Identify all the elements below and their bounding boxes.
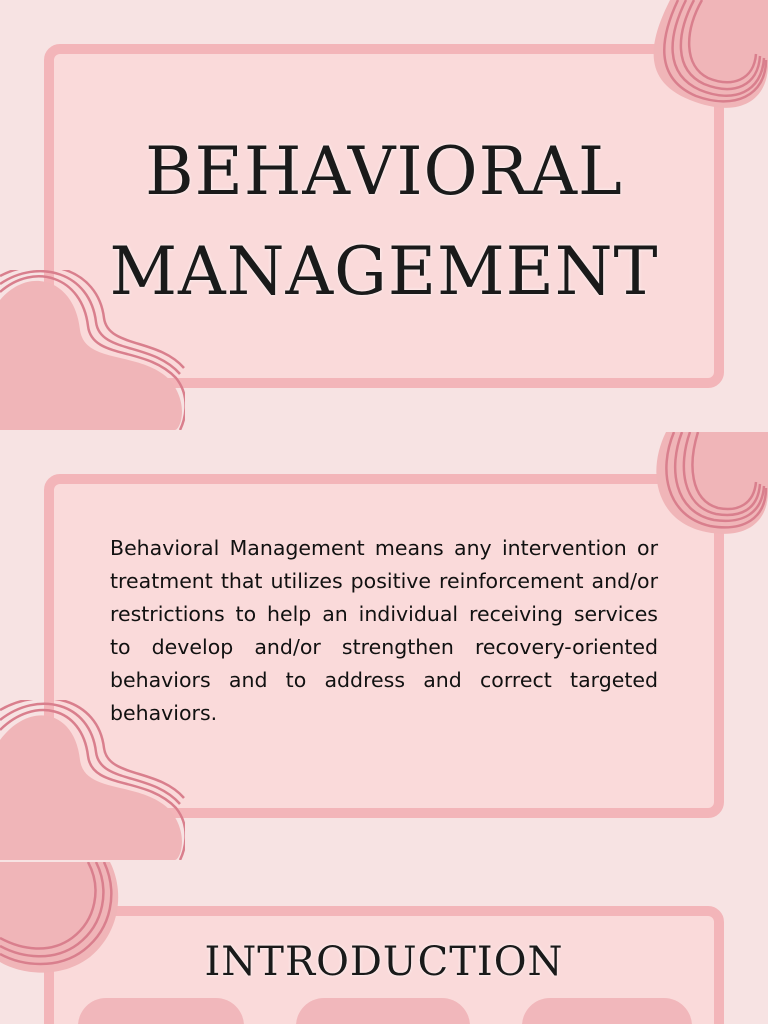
introduction-heading: INTRODUCTION <box>204 939 564 985</box>
topic-pill-2 <box>296 998 470 1024</box>
decorative-blob-top-right <box>630 0 768 130</box>
topic-pill-1 <box>78 998 244 1024</box>
slide-definition <box>0 432 768 860</box>
slide-title-text <box>0 122 768 322</box>
topic-pill-3 <box>522 998 692 1024</box>
title-line-1: BEHAVIORAL <box>145 133 623 210</box>
title-line-2: MANAGEMENT <box>109 233 659 310</box>
slide-introduction <box>0 862 768 1024</box>
slide-title <box>0 0 768 430</box>
definition-paragraph: Behavioral Management means any intervention or treatment that utilizes positive reinforcement and/or restrictions to help an individual receiving services to develop and/or strengthen recovery-oriented behaviors and to address and correct targeted behaviors. <box>110 536 658 725</box>
